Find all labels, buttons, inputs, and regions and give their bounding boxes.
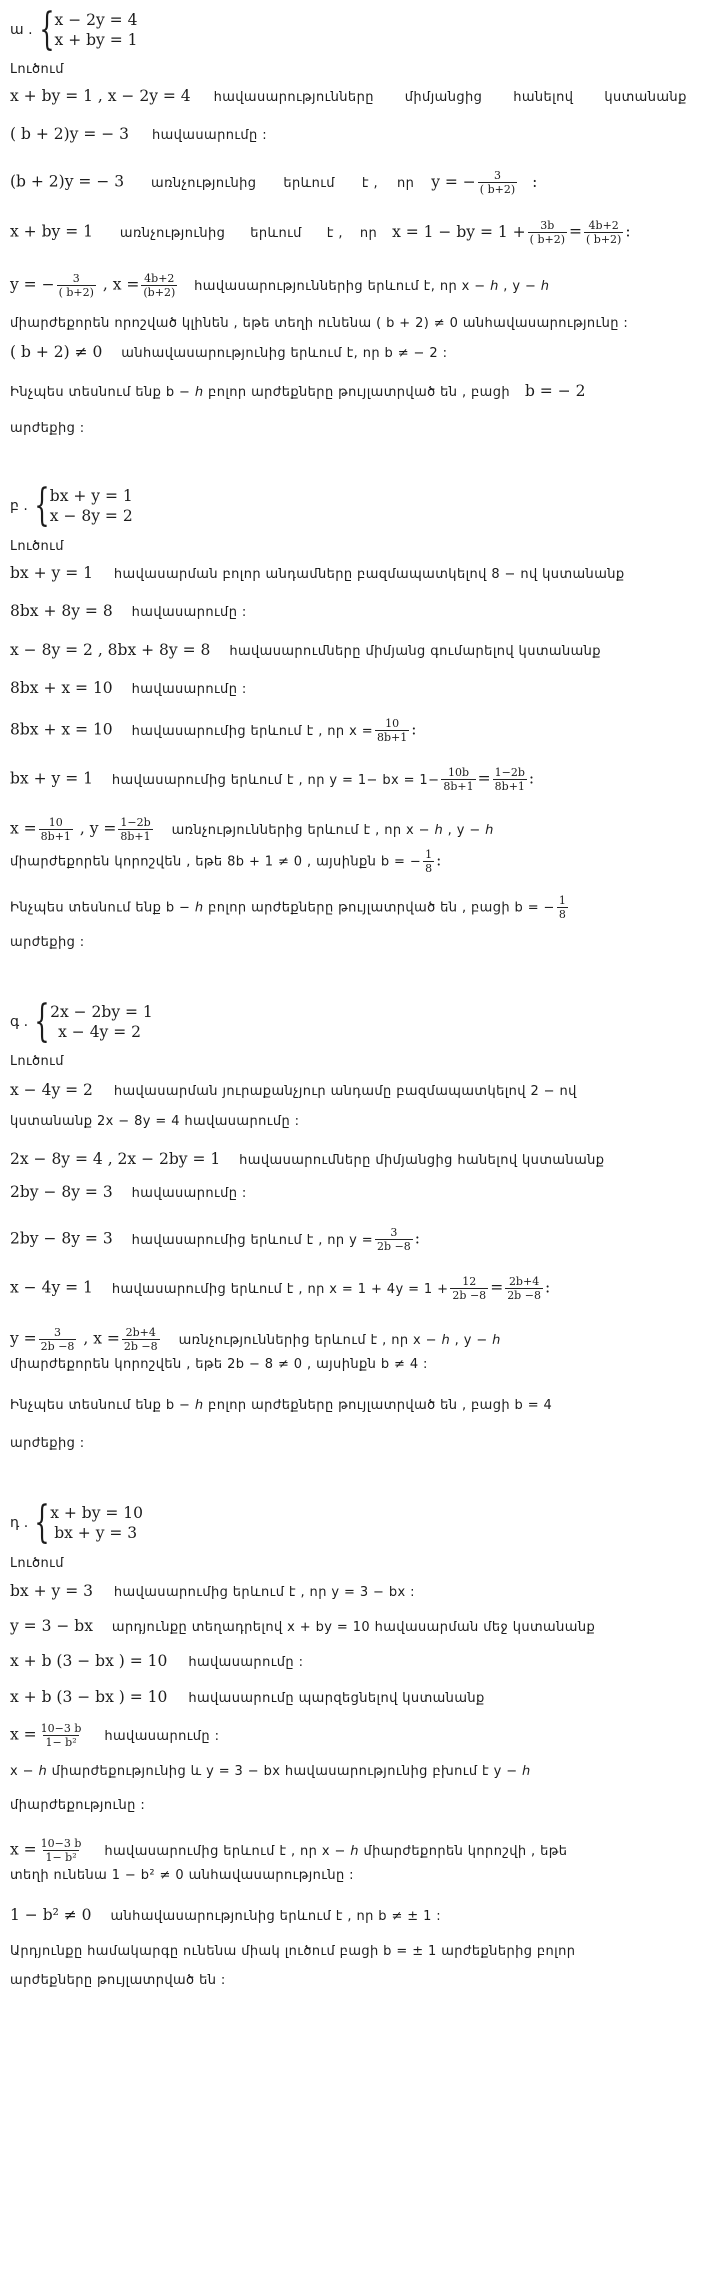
equation: x − 4y = 2 — [58, 1023, 142, 1041]
solution-title: Լուծում — [10, 62, 64, 77]
text-line: Ինչպես տեսնում ենք b − ℎ բոլոր արժեքները թույլատրված են , բացի b = − 2 — [10, 382, 586, 400]
text-line: y = 3 − bx արդյունքը տեղադրելով x + by = 10 հավասարման մեջ կստանանք — [10, 1617, 596, 1635]
text-line: x − 8y = 2 , 8bx + 8y = 8 հավասարումները միմյանց գումարելով կստանանք — [10, 641, 601, 659]
text-line: Ինչպես տեսնում ենք b − ℎ բոլոր արժեքները թույլատրված են , բացի b = − $\frac{1}{8}$ — [10, 894, 566, 921]
text-line: 8bx + x = 10 հավասարումից երևում է , որ x = $\frac{10}{8b+1}$ : — [10, 717, 417, 744]
solution-title: Լուծում — [10, 1556, 64, 1571]
equation: x + by = 10 — [50, 1504, 144, 1522]
text-line: կստանանք 2x − 8y = 4 հավասարումը : — [10, 1114, 300, 1129]
text-line: x + b (3 − bx ) = 10 հավասարումը : — [10, 1652, 304, 1670]
equation: x − 2y = 4 — [54, 11, 138, 29]
equation: x − 8y = 2 — [49, 507, 133, 525]
text-line: միարժեքությունը : — [10, 1798, 146, 1813]
text-line: x − 4y = 2 հավասարման յուրաքանչյուր անդամը բազմապատկելով 2 − ով — [10, 1081, 577, 1099]
text-line: x + by = 1 , x − 2y = 4 հավասարությունները միմյանցից հանելով կստանանք — [10, 87, 687, 105]
system-b: բ . { bx + y = 1 x − 8y = 2 — [10, 480, 133, 531]
system-d: դ . { x + by = 10 bx + y = 3 — [10, 1497, 144, 1548]
equation: bx + y = 3 — [54, 1524, 138, 1542]
text-line: տեղի ունենա 1 − b² ≠ 0 անհավասարությունը : — [10, 1868, 354, 1883]
text-line: արժեքից : — [10, 935, 85, 950]
text-line: ( b + 2)y = − 3 հավասարումը : — [10, 125, 267, 143]
text-line: x − 4y = 1 հավասարումից երևում է , որ x = 1 + 4y = 1 + $\frac{12}{2b -8}$ = $\frac{2b+4}{2b -8}$ : — [10, 1275, 551, 1302]
text-line: x = $\frac{10-3 b}{\text{1− b²}}$ հավասարումից երևում է , որ x − ℎ միարժեքորեն կորոշվի , եթե — [10, 1837, 568, 1864]
text-line: Ինչպես տեսնում ենք b − ℎ բոլոր արժեքները թույլատրված են , բացի b = 4 — [10, 1398, 553, 1413]
text-line: bx + y = 3 հավասարումից երևում է , որ y = 3 − bx : — [10, 1582, 415, 1600]
equation: bx + y = 1 — [49, 487, 133, 505]
text-line: Արդյունքը համակարգը ունենա միակ լուծում բացի b = ± 1 արժեքներից բոլոր — [10, 1944, 576, 1959]
text-line: 1 − b² ≠ 0 անհավասարությունից երևում է , որ b ≠ ± 1 : — [10, 1906, 442, 1924]
text-line: արժեքից : — [10, 1436, 85, 1451]
system-a: ա . { x − 2y = 4 x + by = 1 — [10, 4, 138, 55]
section-label: դ . — [10, 1515, 29, 1531]
solution-title: Լուծում — [10, 539, 64, 554]
text-line: միարժեքորեն կորոշվեն , եթե 2b − 8 ≠ 0 , այսինքն b ≠ 4 : — [10, 1357, 428, 1372]
text-line: y = $\frac{3}{2b -8}$ , x = $\frac{2b+4}{2b -8}$ առնչություններից երևում է , որ x − ℎ , y − ℎ — [10, 1326, 501, 1353]
text-line: միարժեքորեն կորոշվեն , եթե 8b + 1 ≠ 0 , այսինքն b = − $\frac{1}{8}$ : — [10, 848, 442, 875]
text-line: x − ℎ միարժեքությունից և y = 3 − bx հավասարությունից բխում է y − ℎ — [10, 1764, 531, 1779]
equation: x + by = 1 — [54, 31, 138, 49]
section-label: ա . — [10, 22, 33, 38]
text-line: x = $\frac{10}{8b+1}$ , y = $\frac{1-2b}{8b+1}$ առնչություններից երևում է , որ x − ℎ , y − ℎ — [10, 816, 494, 843]
section-label: գ . — [10, 1014, 29, 1030]
text-line: y = − $\frac{3}{( b+2)}$ , x = $\frac{4b+2}{(b+2)}$ հավասարություններից երևում է, որ x − ℎ , y − ℎ — [10, 272, 550, 299]
text-line: 2x − 8y = 4 , 2x − 2by = 1 հավասարումները միմյանցից հանելով կստանանք — [10, 1150, 605, 1168]
text-line: արժեքները թույլատրված են : — [10, 1973, 226, 1988]
text-line: bx + y = 1 հավասարումից երևում է , որ y = 1− bx = 1− $\frac{10b}{8b+1}$ = $\frac{1-2b}{8b+1}$ : — [10, 766, 535, 793]
text-line: միարժեքորեն որոշված կլինեն , եթե տեղի ունենա ( b + 2) ≠ 0 անհավասարությունը : — [10, 316, 629, 331]
text-line: 8bx + 8y = 8 հավասարումը : — [10, 602, 247, 620]
text-line: ( b + 2) ≠ 0 անհավասարությունից երևում է, որ b ≠ − 2 : — [10, 343, 448, 361]
text-line: x = $\frac{10-3 b}{\text{1− b²}}$ հավասարումը : — [10, 1722, 220, 1749]
text-line: x + b (3 − bx ) = 10 հավասարումը պարզեցնելով կստանանք — [10, 1688, 485, 1706]
text-line: 2by − 8y = 3 հավասարումից երևում է , որ y = $\frac{3}{2b -8}$ : — [10, 1226, 421, 1253]
text-line: 2by − 8y = 3 հավասարումը : — [10, 1183, 247, 1201]
text-line: bx + y = 1 հավասարման բոլոր անդամները բազմապատկելով 8 − ով կստանանք — [10, 564, 625, 582]
section-label: բ . — [10, 498, 28, 514]
text-line: (b + 2)y = − 3 առնչությունից երևում է , որ y = − $\frac{3}{( b+2)}$ : — [10, 169, 538, 196]
text-line: x + by = 1 առնչությունից երևում է , որ x = 1 − by = 1 + $\frac{3b}{( b+2)}$ = $\frac{4b+2}{( b+2)}$ : — [10, 219, 631, 246]
solution-title: Լուծում — [10, 1054, 64, 1069]
system-c: գ . { 2x − 2by = 1 x − 4y = 2 — [10, 996, 153, 1047]
text-line: 8bx + x = 10 հավասարումը : — [10, 679, 247, 697]
text-line: արժեքից : — [10, 421, 85, 436]
equation: 2x − 2by = 1 — [50, 1003, 153, 1021]
